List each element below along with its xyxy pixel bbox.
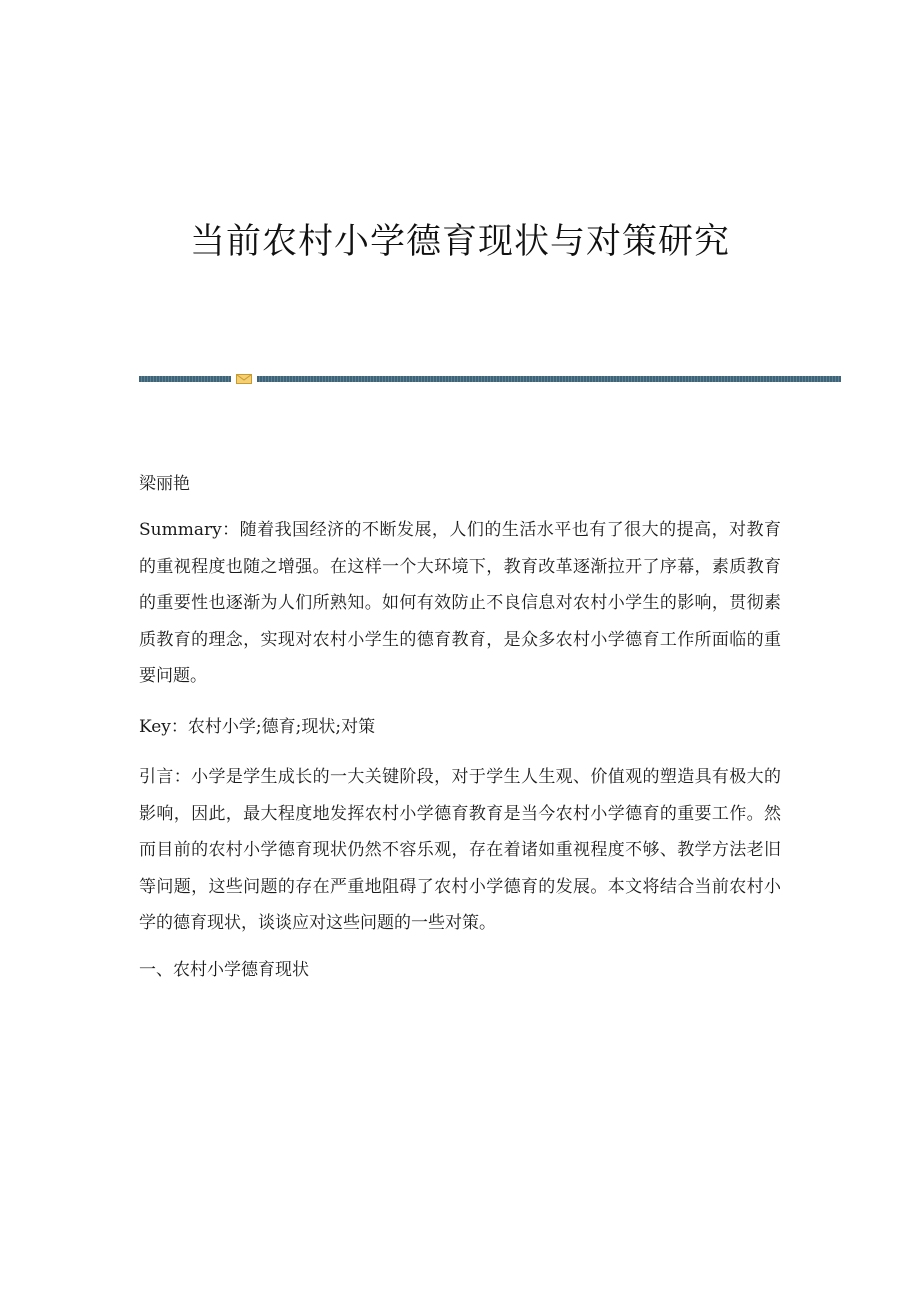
keywords-label: Key： [139,716,188,737]
keywords-paragraph [139,709,781,746]
intro-label: 引言： [139,767,192,787]
envelope-icon [236,374,252,384]
intro-text: 小学是学生成长的一大关键阶段，对于学生人生观、价值观的塑造具有极大的影响，因此，最大程度地发挥农村小学德育教育是当今农村小学德育的重要工作。然而目前的农村小学德育现状仍然不容乐观，存在着诸如重视程度不够、教学方法老旧等问题，这些问题的存在严重地阻碍了农村小学德育的发展。本文将结合当前农村小学的德育现状，谈谈应对这些问题的一些对策。 [139,767,782,933]
divider-bar-right [257,376,841,382]
document-title: 当前农村小学德育现状与对策研究 [189,222,730,262]
title-divider [139,374,841,384]
author-name: 梁丽艳 [139,474,190,494]
section-heading: 一、农村小学德育现状 [139,959,309,980]
keywords-text: 农村小学;德育;现状;对策 [187,716,376,737]
document-body [139,470,781,984]
summary-text: 随着我国经济的不断发展，人们的生活水平也有了很大的提高，对教育的重视程度也随之增强。在这样一个大环境下，教育改革逐渐拉开了序幕，素质教育的重要性也逐渐为人们所熟知。如何有效防止不良信息对农村小学生的影响，贯彻素质教育的理念，实现对农村小学生的德育教育，是众多农村小学德育工作所面临的重要问题。 [139,520,782,686]
divider-bar-left [139,376,231,382]
summary-label: Summary： [139,520,240,540]
summary-paragraph [139,512,781,695]
intro-paragraph [139,759,781,942]
